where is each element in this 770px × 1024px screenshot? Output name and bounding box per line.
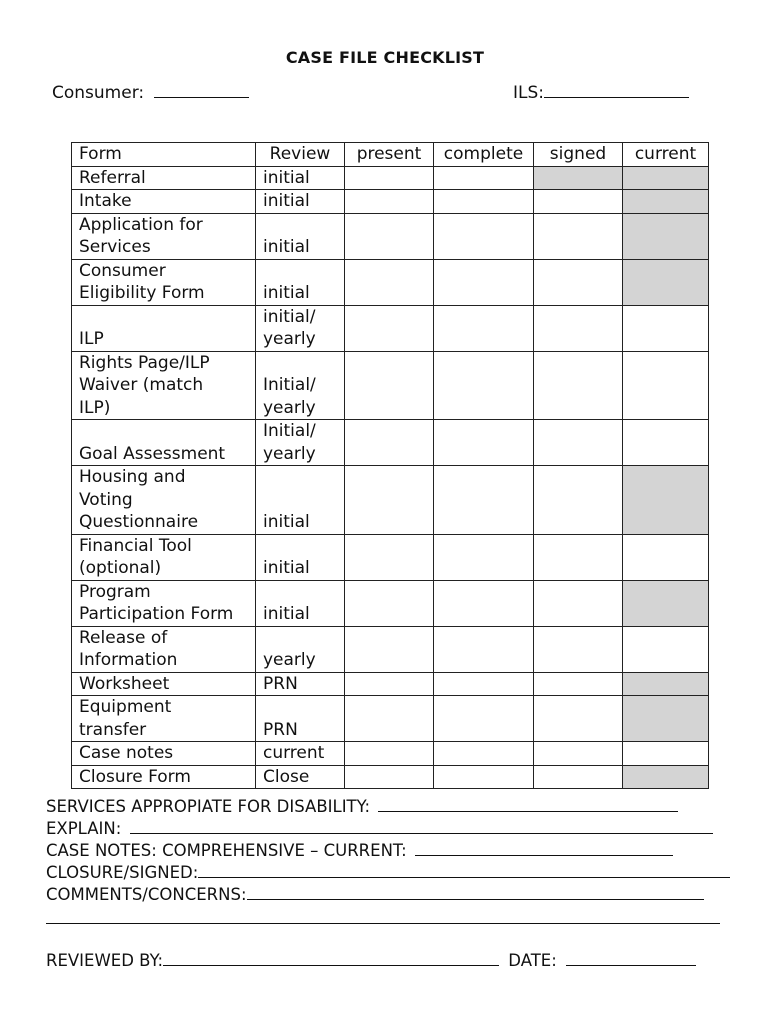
review-cell: Initial/ yearly <box>256 351 345 420</box>
present-check-cell[interactable] <box>345 166 434 190</box>
review-cell: Initial/ yearly <box>256 420 345 466</box>
form-name-cell: Application for Services <box>72 213 256 259</box>
signed-check-cell[interactable] <box>534 742 623 766</box>
services-line <box>46 797 726 816</box>
signed-check-cell[interactable] <box>534 420 623 466</box>
current-check-cell <box>623 166 709 190</box>
present-check-cell[interactable] <box>345 420 434 466</box>
complete-check-cell[interactable] <box>434 466 534 535</box>
present-check-cell[interactable] <box>345 259 434 305</box>
table-row <box>72 672 709 696</box>
present-check-cell[interactable] <box>345 190 434 214</box>
signed-check-cell[interactable] <box>534 259 623 305</box>
date-blank[interactable] <box>566 951 696 966</box>
table-row <box>72 213 709 259</box>
present-check-cell[interactable] <box>345 696 434 742</box>
table-row <box>72 626 709 672</box>
signed-check-cell[interactable] <box>534 765 623 789</box>
services-label: SERVICES APPROPIATE FOR DISABILITY: <box>46 797 371 816</box>
form-name-cell: Rights Page/ILP Waiver (match ILP) <box>72 351 256 420</box>
current-check-cell[interactable] <box>623 534 709 580</box>
table-row <box>72 534 709 580</box>
review-cell: initial <box>256 166 345 190</box>
case-notes-line <box>46 841 726 860</box>
complete-check-cell[interactable] <box>434 672 534 696</box>
review-cell: initial <box>256 534 345 580</box>
complete-check-cell[interactable] <box>434 765 534 789</box>
review-cell: initial <box>256 580 345 626</box>
signed-check-cell[interactable] <box>534 213 623 259</box>
signed-check-cell[interactable] <box>534 696 623 742</box>
form-name-cell: Referral <box>72 166 256 190</box>
present-check-cell[interactable] <box>345 305 434 351</box>
signed-check-cell[interactable] <box>534 351 623 420</box>
reviewed-by-label: REVIEWED BY: <box>46 951 164 970</box>
form-name-cell: Intake <box>72 190 256 214</box>
complete-check-cell[interactable] <box>434 420 534 466</box>
reviewed-by-line <box>46 951 726 970</box>
consumer-blank[interactable] <box>154 81 249 98</box>
form-name-cell: Consumer Eligibility Form <box>72 259 256 305</box>
signed-check-cell[interactable] <box>534 466 623 535</box>
form-name-cell: Case notes <box>72 742 256 766</box>
closure-line <box>46 863 726 882</box>
table-row <box>72 742 709 766</box>
complete-check-cell[interactable] <box>434 742 534 766</box>
complete-check-cell[interactable] <box>434 351 534 420</box>
consumer-field <box>52 81 249 103</box>
table-row <box>72 466 709 535</box>
form-name-cell: Equipment transfer <box>72 696 256 742</box>
signed-check-cell[interactable] <box>534 534 623 580</box>
review-cell: initial/ yearly <box>256 305 345 351</box>
document-title: CASE FILE CHECKLIST <box>285 48 485 67</box>
reviewed-by-blank[interactable] <box>163 951 499 966</box>
present-check-cell[interactable] <box>345 742 434 766</box>
explain-label: EXPLAIN: <box>46 819 122 838</box>
signed-check-cell[interactable] <box>534 190 623 214</box>
form-name-cell: Housing and Voting Questionnaire <box>72 466 256 535</box>
present-check-cell[interactable] <box>345 213 434 259</box>
present-check-cell[interactable] <box>345 351 434 420</box>
current-check-cell <box>623 672 709 696</box>
comments-extra-blank[interactable] <box>46 907 720 924</box>
review-cell: PRN <box>256 672 345 696</box>
complete-check-cell[interactable] <box>434 213 534 259</box>
column-header-current: current <box>623 143 709 167</box>
signed-check-cell[interactable] <box>534 305 623 351</box>
case-notes-blank[interactable] <box>415 841 673 856</box>
column-header-present: present <box>345 143 434 167</box>
form-name-cell: Financial Tool (optional) <box>72 534 256 580</box>
complete-check-cell[interactable] <box>434 580 534 626</box>
table-row <box>72 259 709 305</box>
current-check-cell[interactable] <box>623 626 709 672</box>
current-check-cell <box>623 259 709 305</box>
complete-check-cell[interactable] <box>434 626 534 672</box>
current-check-cell <box>623 765 709 789</box>
table-row <box>72 580 709 626</box>
present-check-cell[interactable] <box>345 626 434 672</box>
review-cell: Close <box>256 765 345 789</box>
review-cell: initial <box>256 190 345 214</box>
form-name-cell: Closure Form <box>72 765 256 789</box>
current-check-cell <box>623 696 709 742</box>
case-file-checklist-table <box>71 142 709 789</box>
ils-label: ILS: <box>513 83 545 103</box>
table-row <box>72 305 709 351</box>
review-cell: initial <box>256 213 345 259</box>
review-cell: yearly <box>256 626 345 672</box>
review-cell: PRN <box>256 696 345 742</box>
current-check-cell <box>623 213 709 259</box>
comments-blank[interactable] <box>247 885 704 900</box>
column-header-review: Review <box>256 143 345 167</box>
current-check-cell[interactable] <box>623 351 709 420</box>
complete-check-cell[interactable] <box>434 190 534 214</box>
complete-check-cell[interactable] <box>434 259 534 305</box>
column-header-complete: complete <box>434 143 534 167</box>
table-row <box>72 351 709 420</box>
current-check-cell <box>623 580 709 626</box>
current-check-cell[interactable] <box>623 305 709 351</box>
signed-check-cell[interactable] <box>534 626 623 672</box>
column-header-form: Form <box>72 143 256 167</box>
current-check-cell[interactable] <box>623 742 709 766</box>
case-notes-label: CASE NOTES: COMPREHENSIVE – CURRENT: <box>46 841 407 860</box>
services-blank[interactable] <box>378 797 678 812</box>
ils-blank[interactable] <box>544 81 689 98</box>
present-check-cell[interactable] <box>345 672 434 696</box>
form-name-cell: Goal Assessment <box>72 420 256 466</box>
current-check-cell[interactable] <box>623 420 709 466</box>
explain-line <box>46 819 726 838</box>
complete-check-cell[interactable] <box>434 696 534 742</box>
consumer-label: Consumer: <box>52 83 145 103</box>
review-cell: initial <box>256 466 345 535</box>
review-cell: initial <box>256 259 345 305</box>
date-label: DATE: <box>508 951 557 970</box>
present-check-cell[interactable] <box>345 534 434 580</box>
closure-blank[interactable] <box>198 863 730 878</box>
present-check-cell[interactable] <box>345 580 434 626</box>
form-name-cell: Release of Information <box>72 626 256 672</box>
comments-line <box>46 885 726 904</box>
table-row <box>72 420 709 466</box>
table-row <box>72 166 709 190</box>
present-check-cell[interactable] <box>345 466 434 535</box>
explain-blank[interactable] <box>130 819 713 834</box>
table-row <box>72 765 709 789</box>
table-row <box>72 190 709 214</box>
complete-check-cell[interactable] <box>434 534 534 580</box>
table-row <box>72 696 709 742</box>
form-name-cell: Program Participation Form <box>72 580 256 626</box>
closure-label: CLOSURE/SIGNED: <box>46 863 199 882</box>
signed-check-cell[interactable] <box>534 580 623 626</box>
column-header-signed: signed <box>534 143 623 167</box>
comments-label: COMMENTS/CONCERNS: <box>46 885 247 904</box>
present-check-cell[interactable] <box>345 765 434 789</box>
form-name-cell: ILP <box>72 305 256 351</box>
current-check-cell <box>623 190 709 214</box>
signed-check-cell[interactable] <box>534 672 623 696</box>
current-check-cell <box>623 466 709 535</box>
review-cell: current <box>256 742 345 766</box>
complete-check-cell[interactable] <box>434 305 534 351</box>
complete-check-cell[interactable] <box>434 166 534 190</box>
form-name-cell: Worksheet <box>72 672 256 696</box>
ils-field <box>513 81 689 103</box>
table-header-row <box>72 143 709 167</box>
signed-check-cell <box>534 166 623 190</box>
